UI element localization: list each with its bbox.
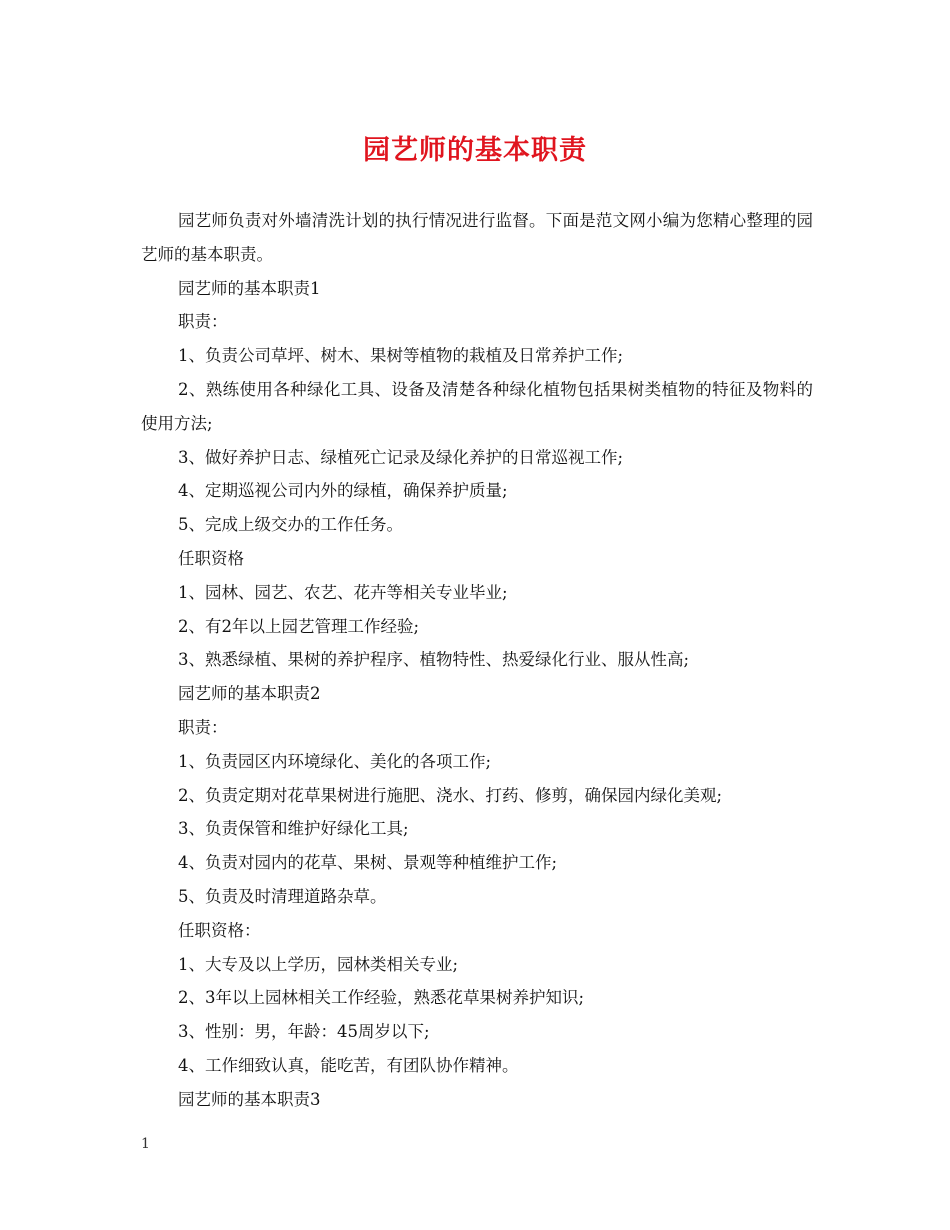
list-item: 3、性别：男，年龄：45周岁以下; (178, 1022, 430, 1042)
list-item: 2、有2年以上园艺管理工作经验; (178, 616, 420, 636)
list-item: 3、做好养护日志、绿植死亡记录及绿化养护的日常巡视工作; (178, 447, 624, 467)
intro-paragraph: 园艺师负责对外墙清洗计划的执行情况进行监督。下面是范文网小编为您精心整理的园艺师的基本职责。 (141, 211, 813, 264)
page-number: 1 (141, 1136, 150, 1152)
list-item: 3、熟悉绿植、果树的养护程序、植物特性、热爱绿化行业、服从性高; (178, 650, 690, 670)
section-heading-3: 园艺师的基本职责3 (178, 1089, 321, 1109)
qualifications-label: 任职资格 (178, 548, 244, 568)
list-item: 2、熟练使用各种绿化工具、设备及清楚各种绿化植物包括果树类植物的特征及物料的使用方法; (141, 379, 813, 433)
list-item: 1、负责园区内环境绿化、美化的各项工作; (178, 751, 492, 771)
list-item: 2、负责定期对花草果树进行施肥、浇水、打药、修剪，确保园内绿化美观; (178, 785, 723, 805)
section-heading-2: 园艺师的基本职责2 (178, 684, 321, 704)
document-body (141, 204, 813, 1117)
duties-label: 职责： (178, 717, 228, 737)
list-item: 1、园林、园艺、农艺、花卉等相关专业毕业; (178, 582, 508, 602)
list-item: 4、负责对园内的花草、果树、景观等种植维护工作; (178, 853, 558, 873)
list-item: 4、定期巡视公司内外的绿植，确保养护质量; (178, 481, 508, 501)
list-item: 1、负责公司草坪、树木、果树等植物的栽植及日常养护工作; (178, 346, 624, 366)
list-item: 4、工作细致认真，能吃苦，有团队协作精神。 (178, 1055, 519, 1075)
document-title: 园艺师的基本职责 (363, 135, 587, 166)
section-heading-1: 园艺师的基本职责1 (178, 278, 321, 298)
list-item: 2、3年以上园林相关工作经验，熟悉花草果树养护知识; (178, 988, 585, 1008)
qualifications-label: 任职资格： (178, 920, 261, 940)
list-item: 5、完成上级交办的工作任务。 (178, 515, 403, 535)
list-item: 1、大专及以上学历，园林类相关专业; (178, 954, 459, 974)
list-item: 3、负责保管和维护好绿化工具; (178, 819, 409, 839)
duties-label: 职责： (178, 312, 228, 332)
list-item: 5、负责及时清理道路杂草。 (178, 886, 387, 906)
